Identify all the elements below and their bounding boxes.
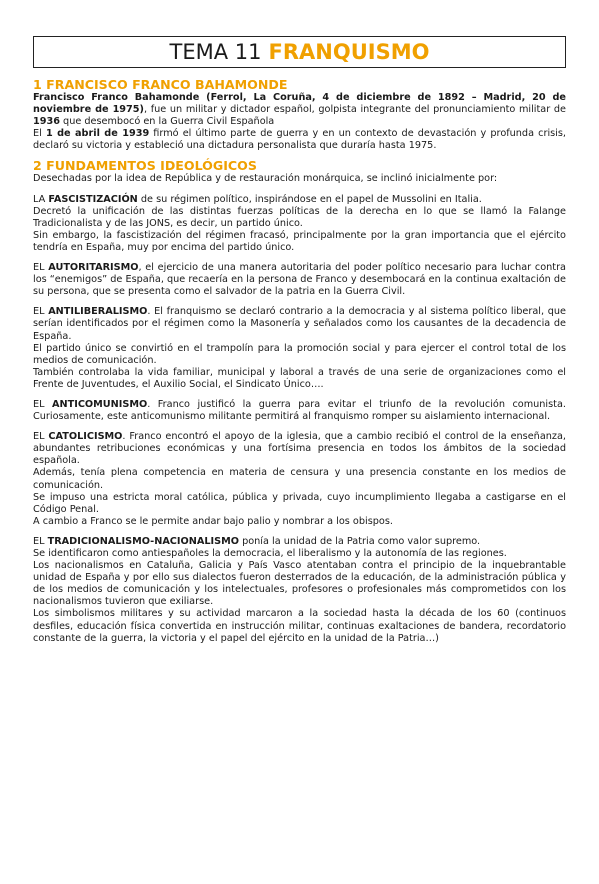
cato-line-1	[33, 431, 566, 467]
franco-bio	[33, 92, 566, 128]
section-1-heading: 1 FRANCISCO FRANCO BAHAMONDE	[33, 77, 288, 92]
auto-pre: EL	[33, 262, 49, 274]
antic-rest: . Franco justificó la guerra para evitar el triunfo de la revolución comunista. Curiosamente, este anticomunismo militante permitirá al franquismo romper su aislamiento internacional.	[33, 398, 566, 423]
title-prefix: TEMA 11	[169, 40, 262, 64]
fasc-line-3: Sin embargo, la fascistización del régimen fracasó, principalmente por la gran importancia que el ejército tendría en España, muy por encima del partido único.	[33, 229, 566, 253]
anti-line-1	[33, 306, 566, 342]
auto-keyword: AUTORITARISMO	[48, 262, 139, 274]
cato-line-3: Se impuso una estricta moral católica, pública y privada, cuyo incumplimiento llegaba a castigarse en el Código Penal.	[33, 491, 566, 515]
anti-keyword: ANTILIBERALISMO	[48, 306, 148, 318]
document-page	[0, 36, 599, 884]
trad-line-2: Se identificaron como antiespañoles la democracia, el liberalismo y la autonomía de las regiones.	[33, 548, 507, 559]
section-2-heading: 2 FUNDAMENTOS IDEOLÓGICOS	[33, 158, 257, 174]
anti-line-3: También controlaba la vida familiar, municipal y laboral a través de una serie de organizaciones como el Frente de Juventudes, el Auxilio Social, el Sindicato Único….	[33, 366, 566, 390]
auto-line-1	[33, 262, 566, 298]
title-accent: FRANQUISMO	[268, 40, 430, 64]
block-anticomunismo	[33, 399, 566, 423]
anti-line-2: El partido único se convirtió en el trampolín para la promoción social y para ejercer el control total de los medios de comunicación.	[33, 342, 566, 366]
cato-pre: EL	[33, 431, 49, 443]
bio-bold: Francisco Franco Bahamonde (Ferrol, La Coruña, 4 de diciembre de 1892 – Madrid, 20 de noviembre de 1975)	[33, 92, 566, 116]
cato-keyword: CATOLICISMO	[48, 431, 123, 443]
trad-line-1	[33, 536, 566, 548]
content	[33, 77, 566, 645]
antic-pre: EL	[33, 398, 52, 410]
bio-mid: , fue un militar y dictador español, golpista integrante del pronunciamiento militar de	[143, 104, 567, 116]
victory-end: firmó el último parte de guerra y en un contexto de devastación y profunda crisis, declaró su victoria y estableció una dictadura personalista que duraría hasta 1975.	[33, 128, 566, 152]
fasc-rest: de su régimen político, inspirándose en el papel de Mussolini en Italia.	[137, 193, 482, 205]
trad-keyword: TRADICIONALISMO-NACIONALISMO	[47, 535, 239, 547]
victory-date: 1 de abril de 1939	[45, 128, 150, 140]
anti-rest: . El franquismo se declaró contrario a la democracia y al sistema político liberal, que serían identificados por el régimen como la Masonería y señalados como los causantes de la decadencia de España.	[33, 306, 566, 342]
antic-keyword: ANTICOMUNISMO	[52, 398, 148, 410]
victory-start: El	[33, 128, 46, 140]
block-catolicismo	[33, 431, 566, 528]
title-box	[33, 36, 566, 68]
auto-rest: , el ejercicio de una manera autoritaria del poder político necesario para luchar contra los “enemigos” de España, que recaería en la persona de Franco y desembocará en la continua exaltación de su persona, que se presenta como el salvador de la patria en la Guerra Civil.	[33, 262, 566, 298]
bio-end: que desembocó en la Guerra Civil Española	[59, 116, 275, 128]
block-antiliberalismo	[33, 306, 566, 391]
fasc-line-1	[33, 194, 566, 206]
bio-year: 1936	[33, 116, 60, 128]
antic-line-1	[33, 399, 566, 423]
trad-rest: ponía la unidad de la Patria como valor supremo.	[239, 535, 481, 547]
block-autoritarismo	[33, 262, 566, 298]
block-tradicionalismo	[33, 536, 566, 645]
cato-rest: . Franco encontró el apoyo de la iglesia, que a cambio recibió el control de la enseñanza, abundantes retribuciones económicas y una fortísima presencia en todos los ámbitos de la sociedad española.	[33, 431, 566, 467]
block-fascistizacion	[33, 194, 566, 254]
trad-line-3: Los nacionalismos en Cataluña, Galicia y País Vasco atentaban contra el principio de la inquebrantable unidad de España y por ello sus dialectos fueron desterrados de la educación, de la administración pública y de los medios de comunicación y los intelectuales, profesores o profesionales más comprometidos con los nacionalismos tuvieron que exiliarse.	[33, 560, 566, 608]
trad-line-4: Los simbolismos militares y su actividad marcaron a la sociedad hasta la década de los 60 (continuos desfiles, educación física convertida en instrucción militar, continuas exaltaciones de bandera, recordatorio constante de la guerra, la victoria y el papel del ejército en la unidad de la Patria…)	[33, 608, 566, 644]
fasc-keyword: FASCISTIZACIÓN	[48, 193, 138, 205]
fasc-line-2: Decretó la unificación de las distintas fuerzas políticas de la derecha en lo que se llamó la Falange Tradicionalista y de las JONS, es decir, un partido único.	[33, 205, 566, 229]
section-2-intro: Desechadas por la idea de República y de restauración monárquica, se inclinó inicialmente por:	[33, 173, 498, 185]
cato-line-2: Además, tenía plena competencia en materia de censura y una presencia constante en los medios de comunicación.	[33, 467, 566, 491]
trad-pre: EL	[33, 535, 48, 547]
cato-line-4: A cambio a Franco se le permite andar bajo palio y nombrar a los obispos.	[33, 515, 393, 527]
fasc-pre: LA	[33, 193, 49, 205]
anti-pre: EL	[33, 306, 49, 318]
franco-victory	[33, 128, 566, 152]
